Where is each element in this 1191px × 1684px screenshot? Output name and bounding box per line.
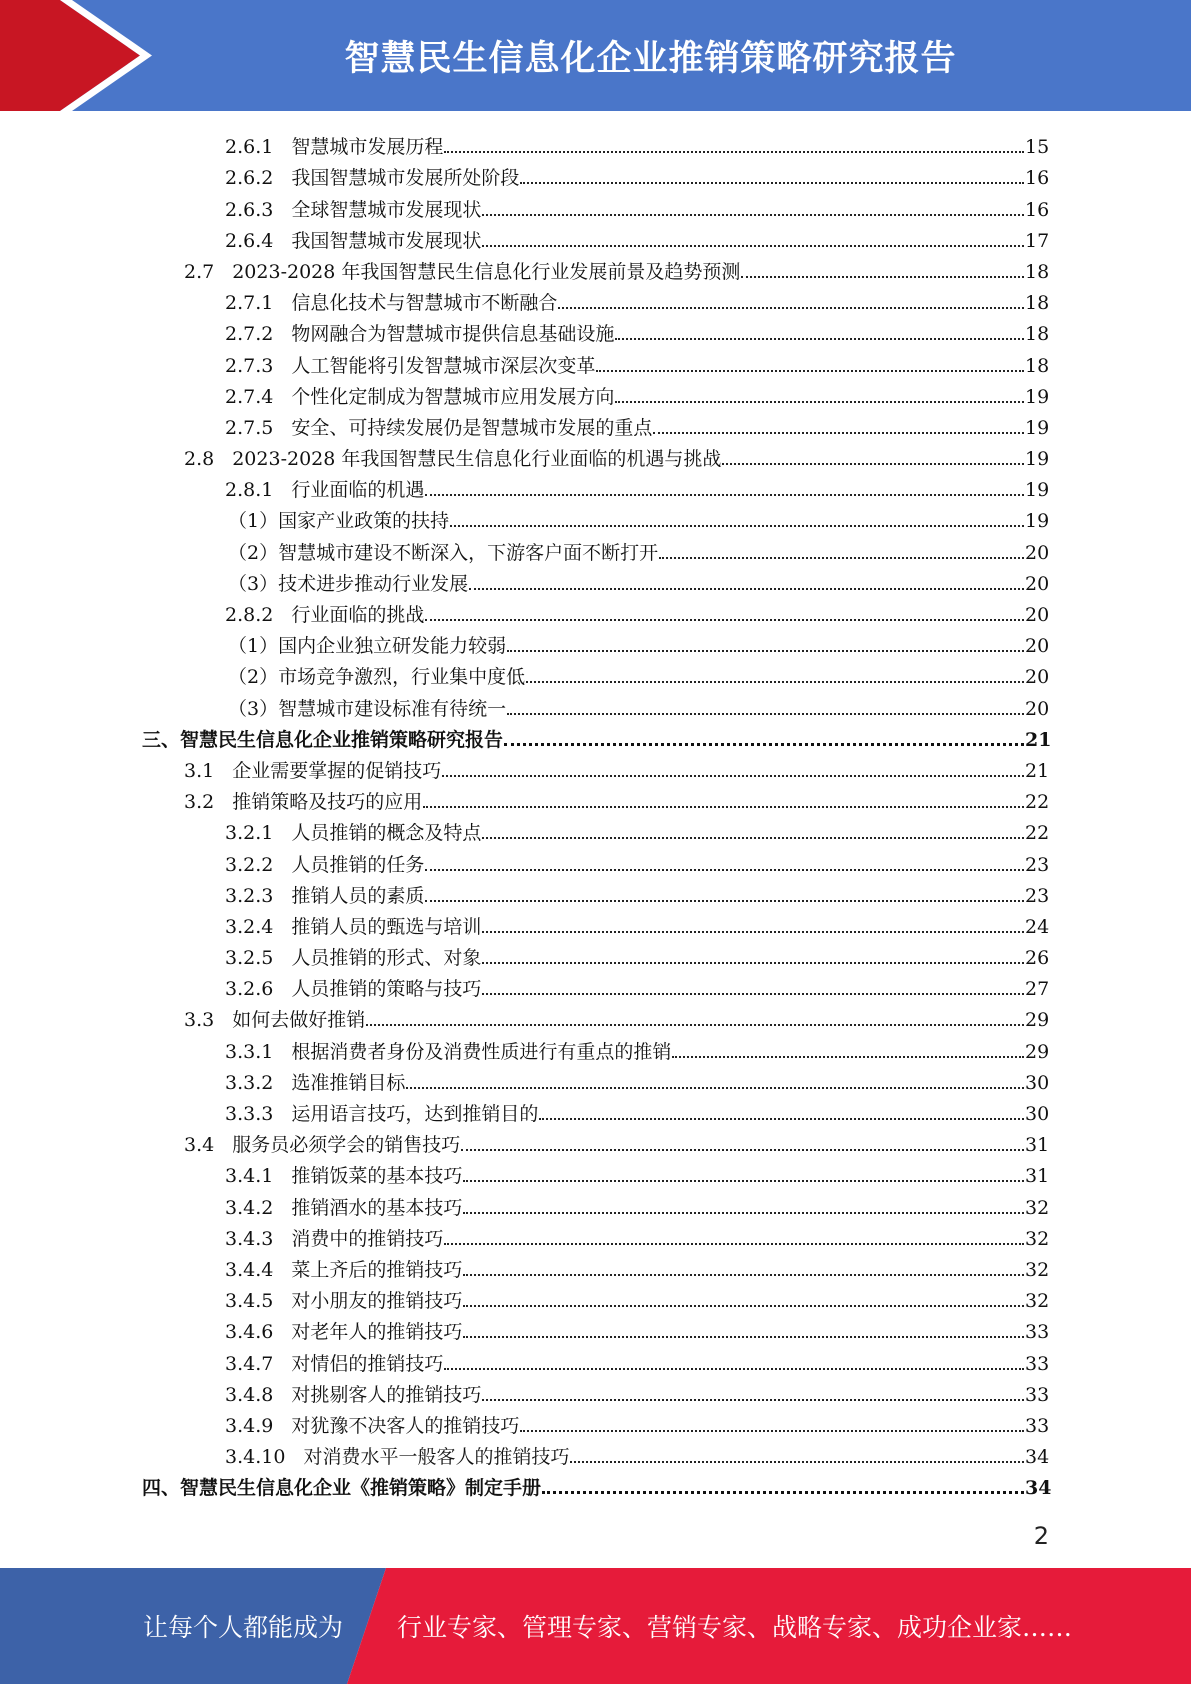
toc-entry-title: 推销饭菜的基本技巧 xyxy=(291,1165,463,1188)
toc-dot-leader xyxy=(463,1336,1024,1338)
toc-entry-number: 3.2.1 xyxy=(225,822,274,845)
toc-entry[interactable] xyxy=(0,720,1191,751)
toc-entry-label xyxy=(142,1477,541,1499)
toc-entry-number: （2） xyxy=(228,666,279,689)
toc-entry-page: 30 xyxy=(1025,1071,1050,1094)
toc-entry-label xyxy=(184,1009,365,1031)
toc-entry[interactable] xyxy=(0,782,1191,813)
toc-entry[interactable] xyxy=(0,408,1191,439)
toc-entry-title: 推销人员的素质 xyxy=(291,884,425,907)
toc-entry-page: 30 xyxy=(1025,1103,1050,1125)
toc-entry-title: 市场竞争激烈，行业集中度低 xyxy=(278,666,526,689)
toc-entry-page: 21 xyxy=(1025,728,1052,751)
toc-entry-label xyxy=(225,1228,443,1250)
toc-entry[interactable] xyxy=(0,564,1191,595)
toc-entry-number: 3.4.4 xyxy=(225,1258,274,1281)
toc-entry-number: 3.2.4 xyxy=(225,915,274,938)
toc-entry-page: 15 xyxy=(1025,136,1050,159)
toc-entry-number: （3） xyxy=(228,572,279,595)
toc-entry-page: 29 xyxy=(1025,1009,1050,1032)
toc-entry-page: 34 xyxy=(1025,1477,1052,1500)
toc-entry[interactable] xyxy=(0,1094,1191,1125)
toc-entry-number: 3.3.2 xyxy=(225,1071,274,1094)
toc-entry-title: 智慧城市建设不断深入，下游客户面不断打开 xyxy=(278,541,659,564)
header-chevron-icon xyxy=(0,0,160,111)
toc-entry-number: 3.4.5 xyxy=(225,1290,274,1313)
toc-entry-page: 34 xyxy=(1025,1446,1050,1469)
toc-entry-label xyxy=(225,822,481,844)
toc-entry-number: 3.2.5 xyxy=(225,947,274,970)
toc-entry-title: 对小朋友的推销技巧 xyxy=(291,1290,463,1313)
toc-dot-leader xyxy=(482,245,1024,247)
toc-dot-leader xyxy=(366,1024,1024,1026)
toc-entry-page: 26 xyxy=(1025,947,1050,970)
toc-dot-leader xyxy=(425,619,1024,621)
toc-dot-leader xyxy=(463,1305,1024,1307)
toc-entry-page: 18 xyxy=(1025,323,1050,346)
toc-entry-page: 32 xyxy=(1025,1196,1050,1219)
toc-entry-label xyxy=(228,573,468,595)
toc-entry-number: 3.1 xyxy=(184,759,215,782)
toc-entry-page: 31 xyxy=(1025,1134,1050,1157)
toc-dot-leader xyxy=(558,307,1024,309)
toc-dot-leader xyxy=(444,1243,1024,1245)
toc-entry-page: 22 xyxy=(1025,791,1050,814)
toc-entry-label xyxy=(225,1259,462,1281)
toc-entry-number: 2.7.4 xyxy=(225,385,274,408)
toc-entry-page: 20 xyxy=(1025,697,1050,720)
toc-entry-number: 3.4.1 xyxy=(225,1165,274,1188)
toc-entry[interactable] xyxy=(0,1375,1191,1406)
toc-entry[interactable] xyxy=(0,938,1191,969)
toc-entry-page: 32 xyxy=(1025,1258,1050,1281)
toc-entry-page: 19 xyxy=(1025,510,1050,533)
toc-entry-label xyxy=(225,1197,462,1219)
toc-entry-number: 2.6.3 xyxy=(225,198,274,221)
toc-entry-label xyxy=(184,261,740,283)
toc-entry-number: 2.7 xyxy=(184,260,215,283)
toc-entry-number: 3.2 xyxy=(184,791,215,814)
toc-entry-page: 22 xyxy=(1025,822,1050,845)
toc-entry-page: 33 xyxy=(1025,1321,1050,1344)
toc-entry-number: 3.4 xyxy=(184,1134,215,1157)
toc-entry-page: 21 xyxy=(1025,759,1050,782)
toc-entry[interactable] xyxy=(0,1281,1191,1312)
toc-entry[interactable] xyxy=(0,345,1191,376)
toc-entry-label xyxy=(225,1072,405,1094)
toc-entry-number: 2.6.2 xyxy=(225,167,274,190)
toc-entry-title: 物网融合为智慧城市提供信息基础设施 xyxy=(291,323,615,346)
toc-entry-page: 33 xyxy=(1025,1383,1050,1406)
toc-entry-title: 个性化定制成为智慧城市应用发展方向 xyxy=(291,385,615,408)
toc-entry-page: 16 xyxy=(1025,198,1050,221)
toc-entry[interactable] xyxy=(0,158,1191,189)
toc-dot-leader xyxy=(504,743,1024,746)
toc-entry-page: 24 xyxy=(1025,915,1050,938)
toc-entry-label xyxy=(184,448,721,470)
toc-entry[interactable] xyxy=(0,221,1191,252)
toc-dot-leader xyxy=(469,588,1024,590)
toc-entry-number: 四、 xyxy=(142,1477,181,1500)
toc-entry[interactable] xyxy=(0,1312,1191,1343)
toc-entry-title: 推销酒水的基本技巧 xyxy=(291,1196,463,1219)
toc-entry[interactable] xyxy=(0,1250,1191,1281)
toc-entry-number: 3.4.9 xyxy=(225,1414,274,1437)
toc-entry-page: 27 xyxy=(1025,978,1050,1001)
toc-entry-title: 运用语言技巧，达到推销目的 xyxy=(291,1103,539,1125)
toc-entry-number: 3.4.6 xyxy=(225,1321,274,1344)
toc-entry-title: 我国智慧城市发展所处阶段 xyxy=(291,167,520,190)
toc-entry-page: 32 xyxy=(1025,1290,1050,1313)
toc-entry-label xyxy=(225,1415,519,1437)
toc-dot-leader xyxy=(442,775,1024,777)
toc-entry-label xyxy=(225,167,519,189)
toc-entry-number: 3.4.3 xyxy=(225,1227,274,1250)
toc-entry[interactable] xyxy=(0,595,1191,626)
toc-entry[interactable] xyxy=(0,532,1191,563)
toc-entry-label xyxy=(225,1165,462,1187)
toc-entry-page: 18 xyxy=(1025,292,1050,315)
toc-entry-title: 行业面临的机遇 xyxy=(291,479,425,502)
toc-entry-number: （1） xyxy=(228,635,279,658)
toc-dot-leader xyxy=(672,1056,1024,1058)
toc-dot-leader xyxy=(507,650,1024,652)
toc-entry[interactable] xyxy=(0,252,1191,283)
toc-entry-number: （2） xyxy=(228,541,279,564)
toc-entry[interactable] xyxy=(0,501,1191,532)
toc-entry[interactable] xyxy=(0,439,1191,470)
toc-dot-leader xyxy=(482,837,1024,839)
toc-entry-title: 人员推销的概念及特点 xyxy=(291,822,482,845)
toc-dot-leader xyxy=(722,463,1024,465)
toc-entry-title: 我国智慧城市发展现状 xyxy=(291,229,482,252)
toc-dot-leader xyxy=(444,1368,1024,1370)
toc-dot-leader xyxy=(520,182,1024,184)
toc-entry-title: 人员推销的形式、对象 xyxy=(291,947,482,970)
toc-entry-label xyxy=(225,199,481,221)
toc-dot-leader xyxy=(450,525,1024,527)
toc-entry-label xyxy=(225,136,443,158)
toc-entry-label xyxy=(228,542,658,564)
toc-dot-leader xyxy=(482,993,1024,995)
toc-entry-label xyxy=(228,666,525,688)
toc-entry-label xyxy=(225,1290,462,1312)
toc-entry-number: （3） xyxy=(228,697,279,720)
toc-entry-title: 智慧城市发展历程 xyxy=(291,136,444,159)
toc-dot-leader xyxy=(423,806,1024,808)
toc-entry-page: 18 xyxy=(1025,354,1050,377)
page-footer xyxy=(0,1568,1191,1684)
toc-entry-number: （1） xyxy=(228,510,279,533)
toc-entry-title: 消费中的推销技巧 xyxy=(291,1227,444,1250)
toc-entry[interactable] xyxy=(0,283,1191,314)
toc-entry-title: 根据消费者身份及消费性质进行有重点的推销 xyxy=(291,1040,672,1063)
toc-dot-leader xyxy=(596,370,1024,372)
toc-entry-page: 23 xyxy=(1025,853,1050,876)
toc-dot-leader xyxy=(482,931,1024,933)
toc-entry[interactable] xyxy=(0,1406,1191,1437)
toc-entry-number: 3.2.2 xyxy=(225,853,274,876)
toc-dot-leader xyxy=(570,1461,1024,1463)
toc-entry-page: 31 xyxy=(1025,1165,1050,1188)
toc-dot-leader xyxy=(659,557,1024,559)
toc-entry-title: 技术进步推动行业发展 xyxy=(278,572,469,595)
toc-entry-page: 18 xyxy=(1025,260,1050,283)
toc-entry-title: 对挑剔客人的推销技巧 xyxy=(291,1383,482,1406)
toc-entry[interactable] xyxy=(0,844,1191,875)
toc-entry-number: 2.7.1 xyxy=(225,292,274,315)
toc-dot-leader xyxy=(482,1399,1024,1401)
toc-entry-label xyxy=(225,230,481,252)
toc-entry-title: 信息化技术与智慧城市不断融合 xyxy=(291,292,558,315)
toc-entry-number: 2.8.1 xyxy=(225,479,274,502)
toc-entry[interactable] xyxy=(0,377,1191,408)
toc-entry[interactable] xyxy=(0,751,1191,782)
toc-entry-label xyxy=(225,947,481,969)
toc-entry-title: 服务员必须学会的销售技巧 xyxy=(232,1134,461,1157)
toc-dot-leader xyxy=(406,1087,1024,1089)
toc-entry[interactable] xyxy=(0,626,1191,657)
toc-entry-number: 3.4.2 xyxy=(225,1196,274,1219)
toc-entry-title: 国内企业独立研发能力较弱 xyxy=(278,635,507,658)
toc-entry-title: 企业需要掌握的促销技巧 xyxy=(232,759,442,782)
toc-entry-label xyxy=(225,292,557,314)
toc-entry-label xyxy=(225,355,595,377)
toc-entry-page: 19 xyxy=(1025,479,1050,502)
toc-entry[interactable] xyxy=(0,189,1191,220)
toc-entry[interactable] xyxy=(0,688,1191,719)
toc-entry-label xyxy=(225,978,481,1000)
toc-entry-label xyxy=(225,417,652,439)
toc-entry-number: 3.3 xyxy=(184,1009,215,1032)
toc-entry-title: 国家产业政策的扶持 xyxy=(278,510,450,533)
toc-dot-leader xyxy=(444,151,1024,153)
toc-entry-label xyxy=(184,1134,460,1156)
toc-entry-title: 推销策略及技巧的应用 xyxy=(232,791,423,814)
toc-entry-page: 16 xyxy=(1025,167,1050,190)
toc-dot-leader xyxy=(482,962,1024,964)
toc-entry-title: 选准推销目标 xyxy=(291,1071,406,1094)
toc-entry[interactable] xyxy=(0,1468,1191,1499)
toc-entry-label xyxy=(225,386,614,408)
toc-entry-title: 行业面临的挑战 xyxy=(291,604,425,626)
toc-entry-title: 对犹豫不决客人的推销技巧 xyxy=(291,1414,520,1437)
toc-entry-page: 19 xyxy=(1025,448,1050,471)
toc-entry-page: 19 xyxy=(1025,385,1050,408)
toc-entry-number: 3.3.1 xyxy=(225,1040,274,1063)
toc-dot-leader xyxy=(615,401,1024,403)
toc-entry[interactable] xyxy=(0,127,1191,158)
footer-slogan-left: 让每个人都能成为 xyxy=(143,1613,344,1642)
toc-entry-page: 23 xyxy=(1025,884,1050,907)
toc-dot-leader xyxy=(461,1149,1024,1151)
toc-entry-label xyxy=(142,729,503,751)
toc-entry-number: 2.6.1 xyxy=(225,136,274,159)
page-header xyxy=(0,0,1191,111)
toc-dot-leader xyxy=(542,1491,1024,1494)
toc-entry[interactable] xyxy=(0,969,1191,1000)
toc-entry-number: 2.6.4 xyxy=(225,229,274,252)
toc-entry-title: 人员推销的策略与技巧 xyxy=(291,978,482,1001)
toc-entry-label xyxy=(225,323,614,345)
toc-entry[interactable] xyxy=(0,1187,1191,1218)
toc-dot-leader xyxy=(526,681,1024,683)
toc-dot-leader xyxy=(463,1274,1024,1276)
toc-entry-label xyxy=(225,1103,538,1125)
toc-entry-title: 对情侣的推销技巧 xyxy=(291,1352,444,1375)
toc-entry-number: 2.7.2 xyxy=(225,323,274,346)
toc-entry[interactable] xyxy=(0,813,1191,844)
toc-entry-title: 人员推销的任务 xyxy=(291,853,425,876)
toc-dot-leader xyxy=(507,713,1024,715)
toc-entry-label xyxy=(225,885,424,907)
toc-entry[interactable] xyxy=(0,907,1191,938)
toc-entry-number: 2.8.2 xyxy=(225,604,274,626)
toc-entry[interactable] xyxy=(0,876,1191,907)
toc-entry-label xyxy=(225,1353,443,1375)
toc-entry[interactable] xyxy=(0,1437,1191,1468)
toc-entry-page: 33 xyxy=(1025,1414,1050,1437)
toc-entry-page: 20 xyxy=(1025,541,1050,564)
toc-entry-label xyxy=(184,760,441,782)
page-number: 2 xyxy=(1033,1522,1049,1550)
toc-dot-leader xyxy=(520,1430,1024,1432)
footer-slogan-right: 行业专家、管理专家、营销专家、战略专家、成功企业家…… xyxy=(397,1613,1073,1642)
toc-entry-label xyxy=(225,916,481,938)
toc-dot-leader xyxy=(463,1180,1024,1182)
toc-entry-title: 2023-2028 年我国智慧民生信息化行业面临的机遇与挑战 xyxy=(232,448,722,471)
toc-entry-number: 3.3.3 xyxy=(225,1103,274,1125)
toc-entry-page: 17 xyxy=(1025,229,1050,252)
toc-entry-title: 2023-2028 年我国智慧民生信息化行业发展前景及趋势预测 xyxy=(232,260,741,283)
toc-entry-title: 人工智能将引发智慧城市深层次变革 xyxy=(291,354,596,377)
toc-entry[interactable] xyxy=(0,314,1191,345)
toc-entry[interactable] xyxy=(0,1156,1191,1187)
toc-dot-leader xyxy=(463,1212,1024,1214)
toc-entry-title: 如何去做好推销 xyxy=(232,1009,366,1032)
toc-dot-leader xyxy=(482,214,1024,216)
toc-entry-label xyxy=(184,791,422,813)
toc-entry[interactable] xyxy=(0,1063,1191,1094)
toc-entry-label xyxy=(225,1041,671,1063)
toc-entry-label xyxy=(228,510,449,532)
toc-entry-label xyxy=(228,698,506,720)
toc-entry[interactable] xyxy=(0,470,1191,501)
toc-entry-title: 菜上齐后的推销技巧 xyxy=(291,1258,463,1281)
toc-entry-number: 2.7.3 xyxy=(225,354,274,377)
toc-entry-label xyxy=(225,604,424,626)
toc-entry-title: 智慧民生信息化企业推销策略研究报告 xyxy=(180,728,504,751)
toc-entry-label xyxy=(225,1384,481,1406)
toc-dot-leader xyxy=(425,900,1024,902)
toc-entry-page: 20 xyxy=(1025,572,1050,595)
table-of-contents xyxy=(0,127,1191,1499)
toc-entry-page: 33 xyxy=(1025,1352,1050,1375)
toc-dot-leader xyxy=(653,432,1024,434)
toc-entry-page: 29 xyxy=(1025,1040,1050,1063)
toc-entry-number: 3.4.10 xyxy=(225,1446,286,1469)
toc-dot-leader xyxy=(539,1118,1024,1120)
toc-entry-number: 2.7.5 xyxy=(225,416,274,439)
toc-dot-leader xyxy=(425,869,1024,871)
toc-dot-leader xyxy=(741,276,1024,278)
toc-entry-number: 3.4.8 xyxy=(225,1383,274,1406)
toc-entry[interactable] xyxy=(0,657,1191,688)
toc-entry[interactable] xyxy=(0,1000,1191,1031)
toc-dot-leader xyxy=(425,494,1024,496)
toc-entry-title: 安全、可持续发展仍是智慧城市发展的重点 xyxy=(291,416,653,439)
toc-entry-label xyxy=(225,854,424,876)
toc-dot-leader xyxy=(615,338,1024,340)
toc-entry[interactable] xyxy=(0,1031,1191,1062)
toc-entry-title: 智慧民生信息化企业《推销策略》制定手册 xyxy=(180,1477,542,1500)
toc-entry-title: 对老年人的推销技巧 xyxy=(291,1321,463,1344)
toc-entry-label xyxy=(225,479,424,501)
toc-entry-title: 推销人员的甄选与培训 xyxy=(291,915,482,938)
toc-entry-title: 全球智慧城市发展现状 xyxy=(291,198,482,221)
toc-entry-number: 三、 xyxy=(142,728,181,751)
toc-entry-number: 3.2.3 xyxy=(225,884,274,907)
toc-entry-page: 20 xyxy=(1025,666,1050,689)
toc-entry-page: 20 xyxy=(1025,604,1050,626)
toc-entry-number: 2.8 xyxy=(184,448,215,471)
toc-entry[interactable] xyxy=(0,1125,1191,1156)
toc-entry-page: 20 xyxy=(1025,635,1050,658)
toc-entry-page: 32 xyxy=(1025,1227,1050,1250)
toc-entry-page: 19 xyxy=(1025,416,1050,439)
toc-entry-label xyxy=(225,1321,462,1343)
toc-entry-label xyxy=(225,1446,569,1468)
toc-entry[interactable] xyxy=(0,1343,1191,1374)
toc-entry[interactable] xyxy=(0,1219,1191,1250)
toc-entry-title: 智慧城市建设标准有待统一 xyxy=(278,697,507,720)
toc-entry-number: 3.2.6 xyxy=(225,978,274,1001)
toc-entry-number: 3.4.7 xyxy=(225,1352,274,1375)
header-title: 智慧民生信息化企业推销策略研究报告 xyxy=(344,38,957,79)
toc-entry-label xyxy=(228,635,506,657)
toc-entry-title: 对消费水平一般客人的推销技巧 xyxy=(303,1446,570,1469)
